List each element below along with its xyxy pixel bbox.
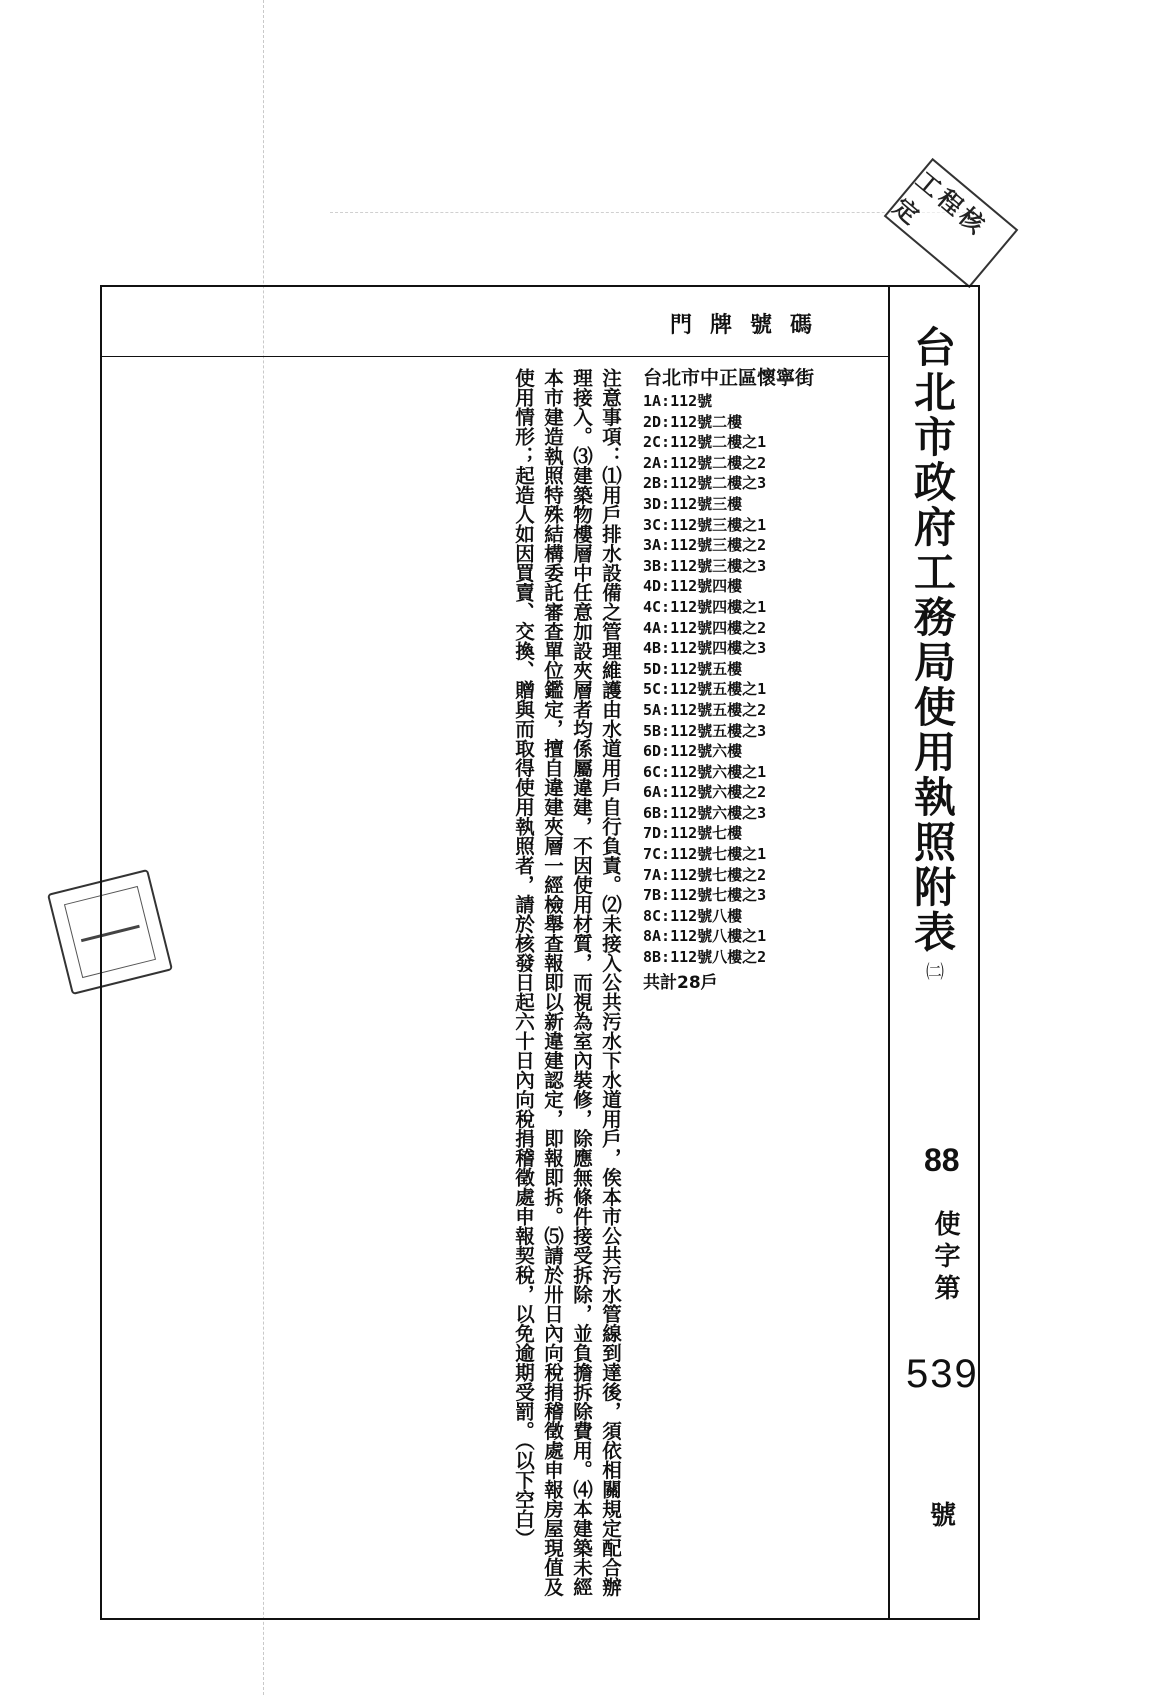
address-item: 4A:112號四樓之2 (643, 618, 767, 637)
address-item: 7B:112號七樓之3 (643, 886, 767, 905)
address-item: 5C:112號五樓之1 (643, 680, 767, 699)
address-items (643, 391, 814, 968)
license-serial: 539 (906, 1352, 979, 1396)
notes-text: 注意事項：⑴用戶排水設備之管理維護由水道用戶自行負責。⑵未接入公共污水下水道用戶，俟本市公共污水管線到達後，須依相關規定配合辦理接入。⑶建築物樓層中任意加設夾層者均係屬違建，不因使用材質，而視為室內裝修，除應無條件接受拆除，並負擔拆除費用。⑷本建築未經本市建造執照特殊結構委託審查單位鑑定，擅自違建夾層一經檢舉查報即以新違建認定，即報即拆。⑸請於卅日內向稅捐稽徵處申報房屋現值及使用情形；起造人如因買賣、交換、贈與而取得使用執照者，請於核發日起六十日內向稅捐稽徵處申報契稅，以免逾期受罰。（以下空白） (512, 368, 622, 1597)
address-item: 4B:112號四樓之3 (643, 639, 767, 658)
address-item: 5B:112號五樓之3 (643, 721, 767, 740)
address-total: 共計28戶 (643, 972, 718, 993)
address-street: 台北市中正區懷寧街 (643, 367, 815, 389)
address-item: 8B:112號八樓之2 (643, 948, 767, 967)
address-item: 3C:112號三樓之1 (643, 515, 767, 534)
license-year: 88 (924, 1142, 960, 1178)
address-item: 2B:112號二樓之3 (643, 474, 767, 493)
approval-stamp (884, 158, 1019, 288)
header-divider (100, 356, 888, 357)
address-item: 8A:112號八樓之1 (643, 927, 767, 946)
address-item: 6D:112號六樓 (643, 742, 743, 761)
scan-guide-line (330, 212, 970, 213)
approval-stamp-text: 工程核定 (887, 165, 994, 242)
address-item: 7C:112號七樓之1 (643, 845, 767, 864)
license-unit: 號 (930, 1501, 957, 1531)
license-prefix: 使字第 (930, 1210, 960, 1306)
address-item: 6C:112號六樓之1 (643, 762, 767, 781)
address-item: 8C:112號八樓 (643, 906, 743, 925)
address-item: 5A:112號五樓之2 (643, 700, 767, 719)
address-item: 5D:112號五樓 (643, 659, 743, 678)
address-list (643, 363, 814, 993)
address-item: 4D:112號四樓 (643, 577, 743, 596)
address-section-header: 門牌號碼 (670, 313, 831, 338)
document-title: 台北市政府工務局使用執照附表 (908, 325, 957, 955)
address-item: 6B:112號六樓之3 (643, 803, 767, 822)
address-item: 4C:112號四樓之1 (643, 597, 767, 616)
address-item: 2D:112號二樓 (643, 412, 743, 431)
address-item: 7A:112號七樓之2 (643, 865, 767, 884)
address-item: 7D:112號七樓 (643, 824, 743, 843)
address-item: 6A:112號六樓之2 (643, 783, 767, 802)
address-item: 2C:112號二樓之1 (643, 433, 767, 452)
document-title-suffix: ㈡ (926, 962, 944, 983)
address-item: 3B:112號三樓之3 (643, 556, 767, 575)
address-item: 1A:112號 (643, 392, 713, 410)
address-item: 3D:112號三樓 (643, 494, 743, 513)
address-item: 3A:112號三樓之2 (643, 536, 767, 555)
address-item: 2A:112號二樓之2 (643, 453, 767, 472)
